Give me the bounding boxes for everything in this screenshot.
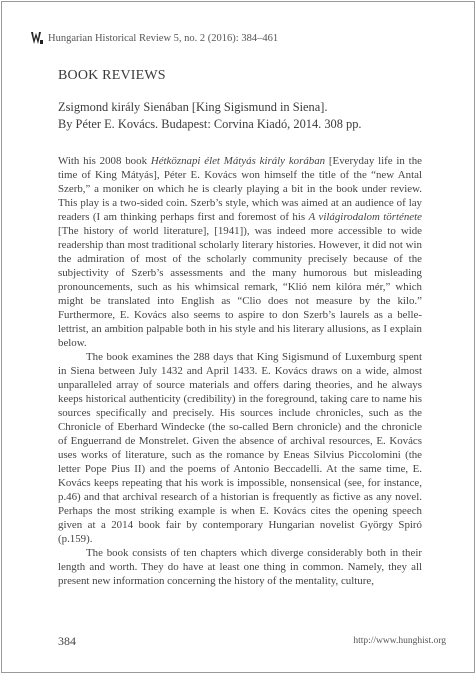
running-header [30,30,278,46]
journal-url-link[interactable]: http://www.hunghist.org [353,636,446,646]
review-heading [58,99,438,133]
journal-citation: Hungarian Historical Review 5, no. 2 (2016): 384–461 [48,32,279,44]
review-body [58,154,422,588]
paragraph-text: [The history of world literature], [1941]), was indeed more accessible to wide readership than most traditional scholarly literary histories. However, it did not win the admiration of most of the scholarly community precisely because of the subjectivity of Szerb’s assessments and the many humorous but misleading pronouncements, such as his whimsical remark, “Klió nem kilóra mér,” which might be translated into English as “Clio does not measure by the kilo.” Furthermore, E. Kovács also seems to aspire to don Szerb’s laurels as a belle-lettrist, an ambition palpable both in his style and his literary allusions, as I explain below. [58,225,422,349]
page-number: 384 [58,634,76,648]
document-page [1,1,475,673]
section-heading: BOOK REVIEWS [58,68,166,83]
italic-title-text: Hétköznapi élet Mátyás király korában [150,155,326,167]
reviewed-book-bibliography: By Péter E. Kovács. Budapest: Corvina Kiadó, 2014. 308 pp. [58,117,362,131]
body-paragraph [58,154,422,350]
paragraph-text: With his 2008 book [58,155,151,167]
paragraph-text: The book examines the 288 days that King Sigismund of Luxemburg spent in Siena between July 1432 and April 1433. E. Kovács draws on a wide, almost unparalleled array of source materials and offers daring theories, and he always keeps historical authenticity (credibility) in the foreground, taking care to name his sources specifically and precisely. His sources include chronicles, such as the Chronicle of Eberhard Windecke (the so-called Bern chronicle) and the chronicle of Enguerrand de Monstrelet. Given the absence of archival resources, E. Kovács uses works of literature, such as the romance by Eneas Silvius Piccolomini (the letter Pope Pius II) and the poems of Antonio Beccadelli. At the same time, E. Kovács keeps repeating that his work is impossible, nonsensical (see, for instance, p.46) and that archival research of a historian is frequently as fictive as any novel. Perhaps the most striking example is when E. Kovács cites the opening speech given at a 2014 book fair by contemporary Hungarian novelist György Spiró (p.159). [58,351,422,545]
journal-logo-icon [30,30,44,46]
reviewed-book-title: Zsigmond király Sienában [King Sigismund in Siena]. [58,100,328,114]
body-paragraph [58,546,422,588]
paragraph-text: The book consists of ten chapters which diverge considerably both in their length and worth. They do have at least one thing in common. Namely, they all present new information concerning the history of the mentality, culture, [58,547,422,587]
italic-title-text: A világirodalom története [308,211,422,223]
paragraph-text: [Everyday life in the time of King Mátyás], Péter E. Kovács won himself the title of the “new Antal Szerb,” a moniker on which he is clearly playing a bit in the book under review. This play is a two-sided coin. Szerb’s style, which was aimed at an audience of lay readers (I am thinking perhaps first and foremost of his [58,155,422,223]
body-paragraph [58,350,422,546]
